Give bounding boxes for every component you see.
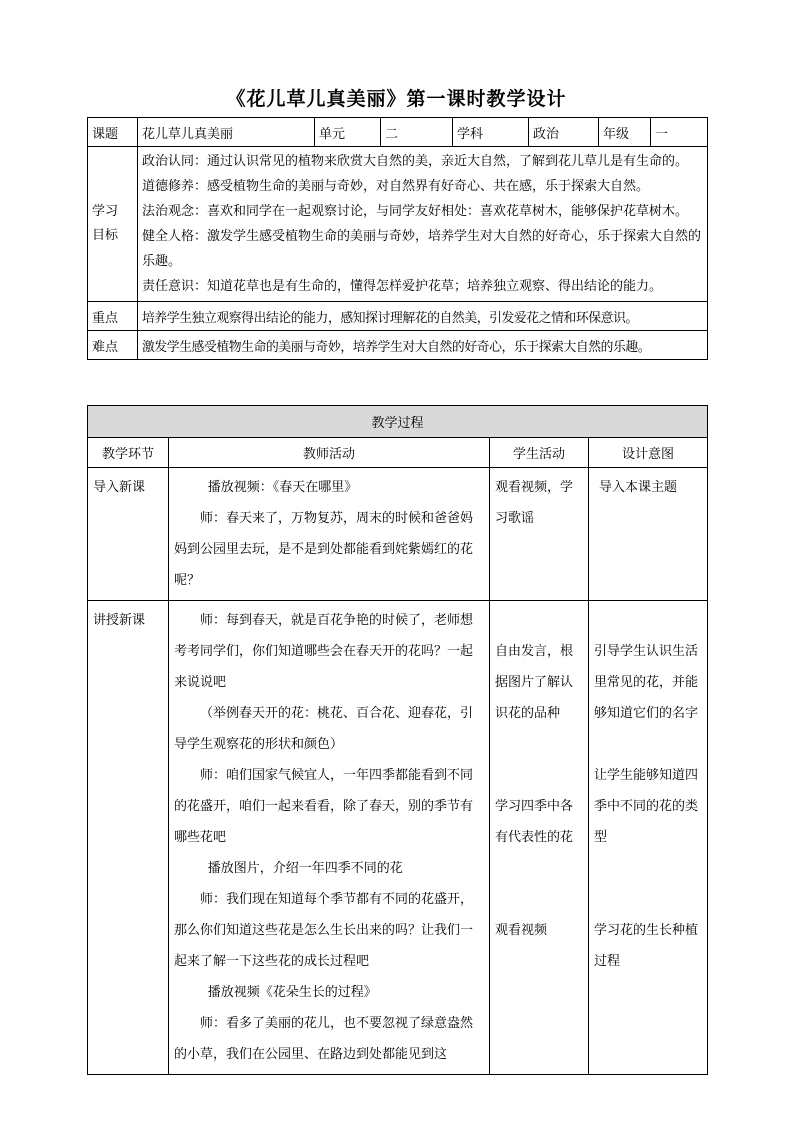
teach-student-activity [490,601,589,1075]
unit-value: 二 [381,118,453,147]
subject-value: 政治 [529,118,599,147]
column-header-stage: 教学环节 [88,438,169,468]
teach-stage: 讲授新课 [88,601,169,1075]
teach-design-intent [589,601,708,1075]
intro-stage: 导入新课 [88,468,169,601]
key-points-label: 重点 [88,302,138,331]
intro-design-intent: 导入本课主题 [589,468,708,601]
teach-teacher-line: 播放图片，介绍一年四季不同的花 [207,861,403,876]
column-header-teacher: 教师活动 [169,438,490,468]
key-points-text: 培养学生独立观察得出结论的能力，感知探讨理解花的自然美，引发爱花之情和环保意识。 [138,302,708,331]
teach-teacher-line: 师：每到春天，就是百花争艳的时候了，老师想考考同学们，你们知道哪些会在春天开的花吗？一起来说说吧 [174,613,474,690]
objectives-row [88,147,708,302]
teach-teacher-line: 师：我们现在知道每个季节都有不同的花盛开，那么你们知道这些花是怎么生长出来的吗？让我们一起来了解一下这些花的成长过程吧 [174,892,474,969]
key-points-row [88,302,708,331]
objective-law: 法治观念：喜欢和同学在一起观察讨论，与同学友好相处：喜欢花草树木，能够保护花草树木。 [142,204,689,219]
teach-teacher-line: （举例春天开的花：桃花、百合花、迎春花，引导学生观察花的形状和颜色） [174,706,474,752]
objectives-label [88,147,138,302]
teach-teacher-line: 师：咱们国家气候宜人，一年四季都能看到不同的花盛开，咱们一起来看看，除了春天，别的季节有哪些花吧 [174,768,474,845]
intro-teacher-line: 播放视频：《春天在哪里》 [207,480,358,495]
column-header-intent: 设计意图 [589,438,708,468]
teach-student-item: 自由发言，根据图片了解认识花的品种 [495,644,574,721]
intro-teacher-line: 师：春天来了，万物复苏，周末的时候和爸爸妈妈到公园里去玩，是不是到处都能看到姹紫嫣红的花呢？ [174,511,474,588]
process-heading-row [88,406,708,438]
teach-student-item: 学习四季中各有代表性的花 [495,799,574,845]
teach-intent-item: 引导学生认识生活里常见的花，并能够知道它们的名字 [594,644,699,721]
info-table [87,117,708,360]
teach-row [88,601,708,1075]
difficulties-label: 难点 [88,331,138,360]
objectives-content [138,147,708,302]
objective-personality: 健全人格：激发学生感受植物生命的美丽与奇妙，培养学生对大自然的好奇心，乐于探索大自然的乐趣。 [142,229,702,269]
grade-label: 年级 [599,118,651,147]
objectives-label-line-1: 学习 [92,204,119,219]
process-heading: 教学过程 [88,406,708,438]
intro-teacher-activity [169,468,490,601]
teach-intent-item: 让学生能够知道四季中不同的花的类型 [594,768,699,845]
difficulties-text: 激发学生感受植物生命的美丽与奇妙，培养学生对大自然的好奇心，乐于探索大自然的乐趣。 [138,331,708,360]
column-header-student: 学生活动 [490,438,589,468]
document-title: 《花儿草儿真美丽》第一课时教学设计 [226,88,567,110]
teach-intent-item: 学习花的生长种植过程 [594,923,699,969]
grade-value: 一 [651,118,708,147]
subject-label: 学科 [453,118,529,147]
process-table [87,405,708,1075]
teach-teacher-line: 师：看多了美丽的花儿，也不要忽视了绿意盎然的小草，我们在公园里、在路边到处都能见到这 [174,1016,474,1062]
info-row [88,118,708,147]
teach-teacher-activity [169,601,490,1075]
objective-moral: 道德修养：感受植物生命的美丽与奇妙，对自然界有好奇心、共在感，乐于探索大自然。 [142,179,650,194]
objective-responsibility: 责任意识：知道花草也是有生命的，懂得怎样爱护花草；培养独立观察、得出结论的能力。 [142,279,663,294]
topic-label: 课题 [88,118,138,147]
process-column-header-row [88,438,708,468]
teach-student-item: 观看视频 [495,923,548,938]
difficulties-row [88,331,708,360]
teach-teacher-line: 播放视频《花朵生长的过程》 [207,985,377,1000]
objectives-label-line-2: 目标 [92,228,119,243]
topic-value: 花儿草儿真美丽 [138,118,315,147]
intro-row [88,468,708,601]
objective-political: 政治认同：通过认识常见的植物来欣赏大自然的美，亲近大自然，了解到花儿草儿是有生命的。 [142,154,689,169]
unit-label: 单元 [315,118,381,147]
intro-student-activity: 观看视频，学习歌谣 [490,468,589,601]
